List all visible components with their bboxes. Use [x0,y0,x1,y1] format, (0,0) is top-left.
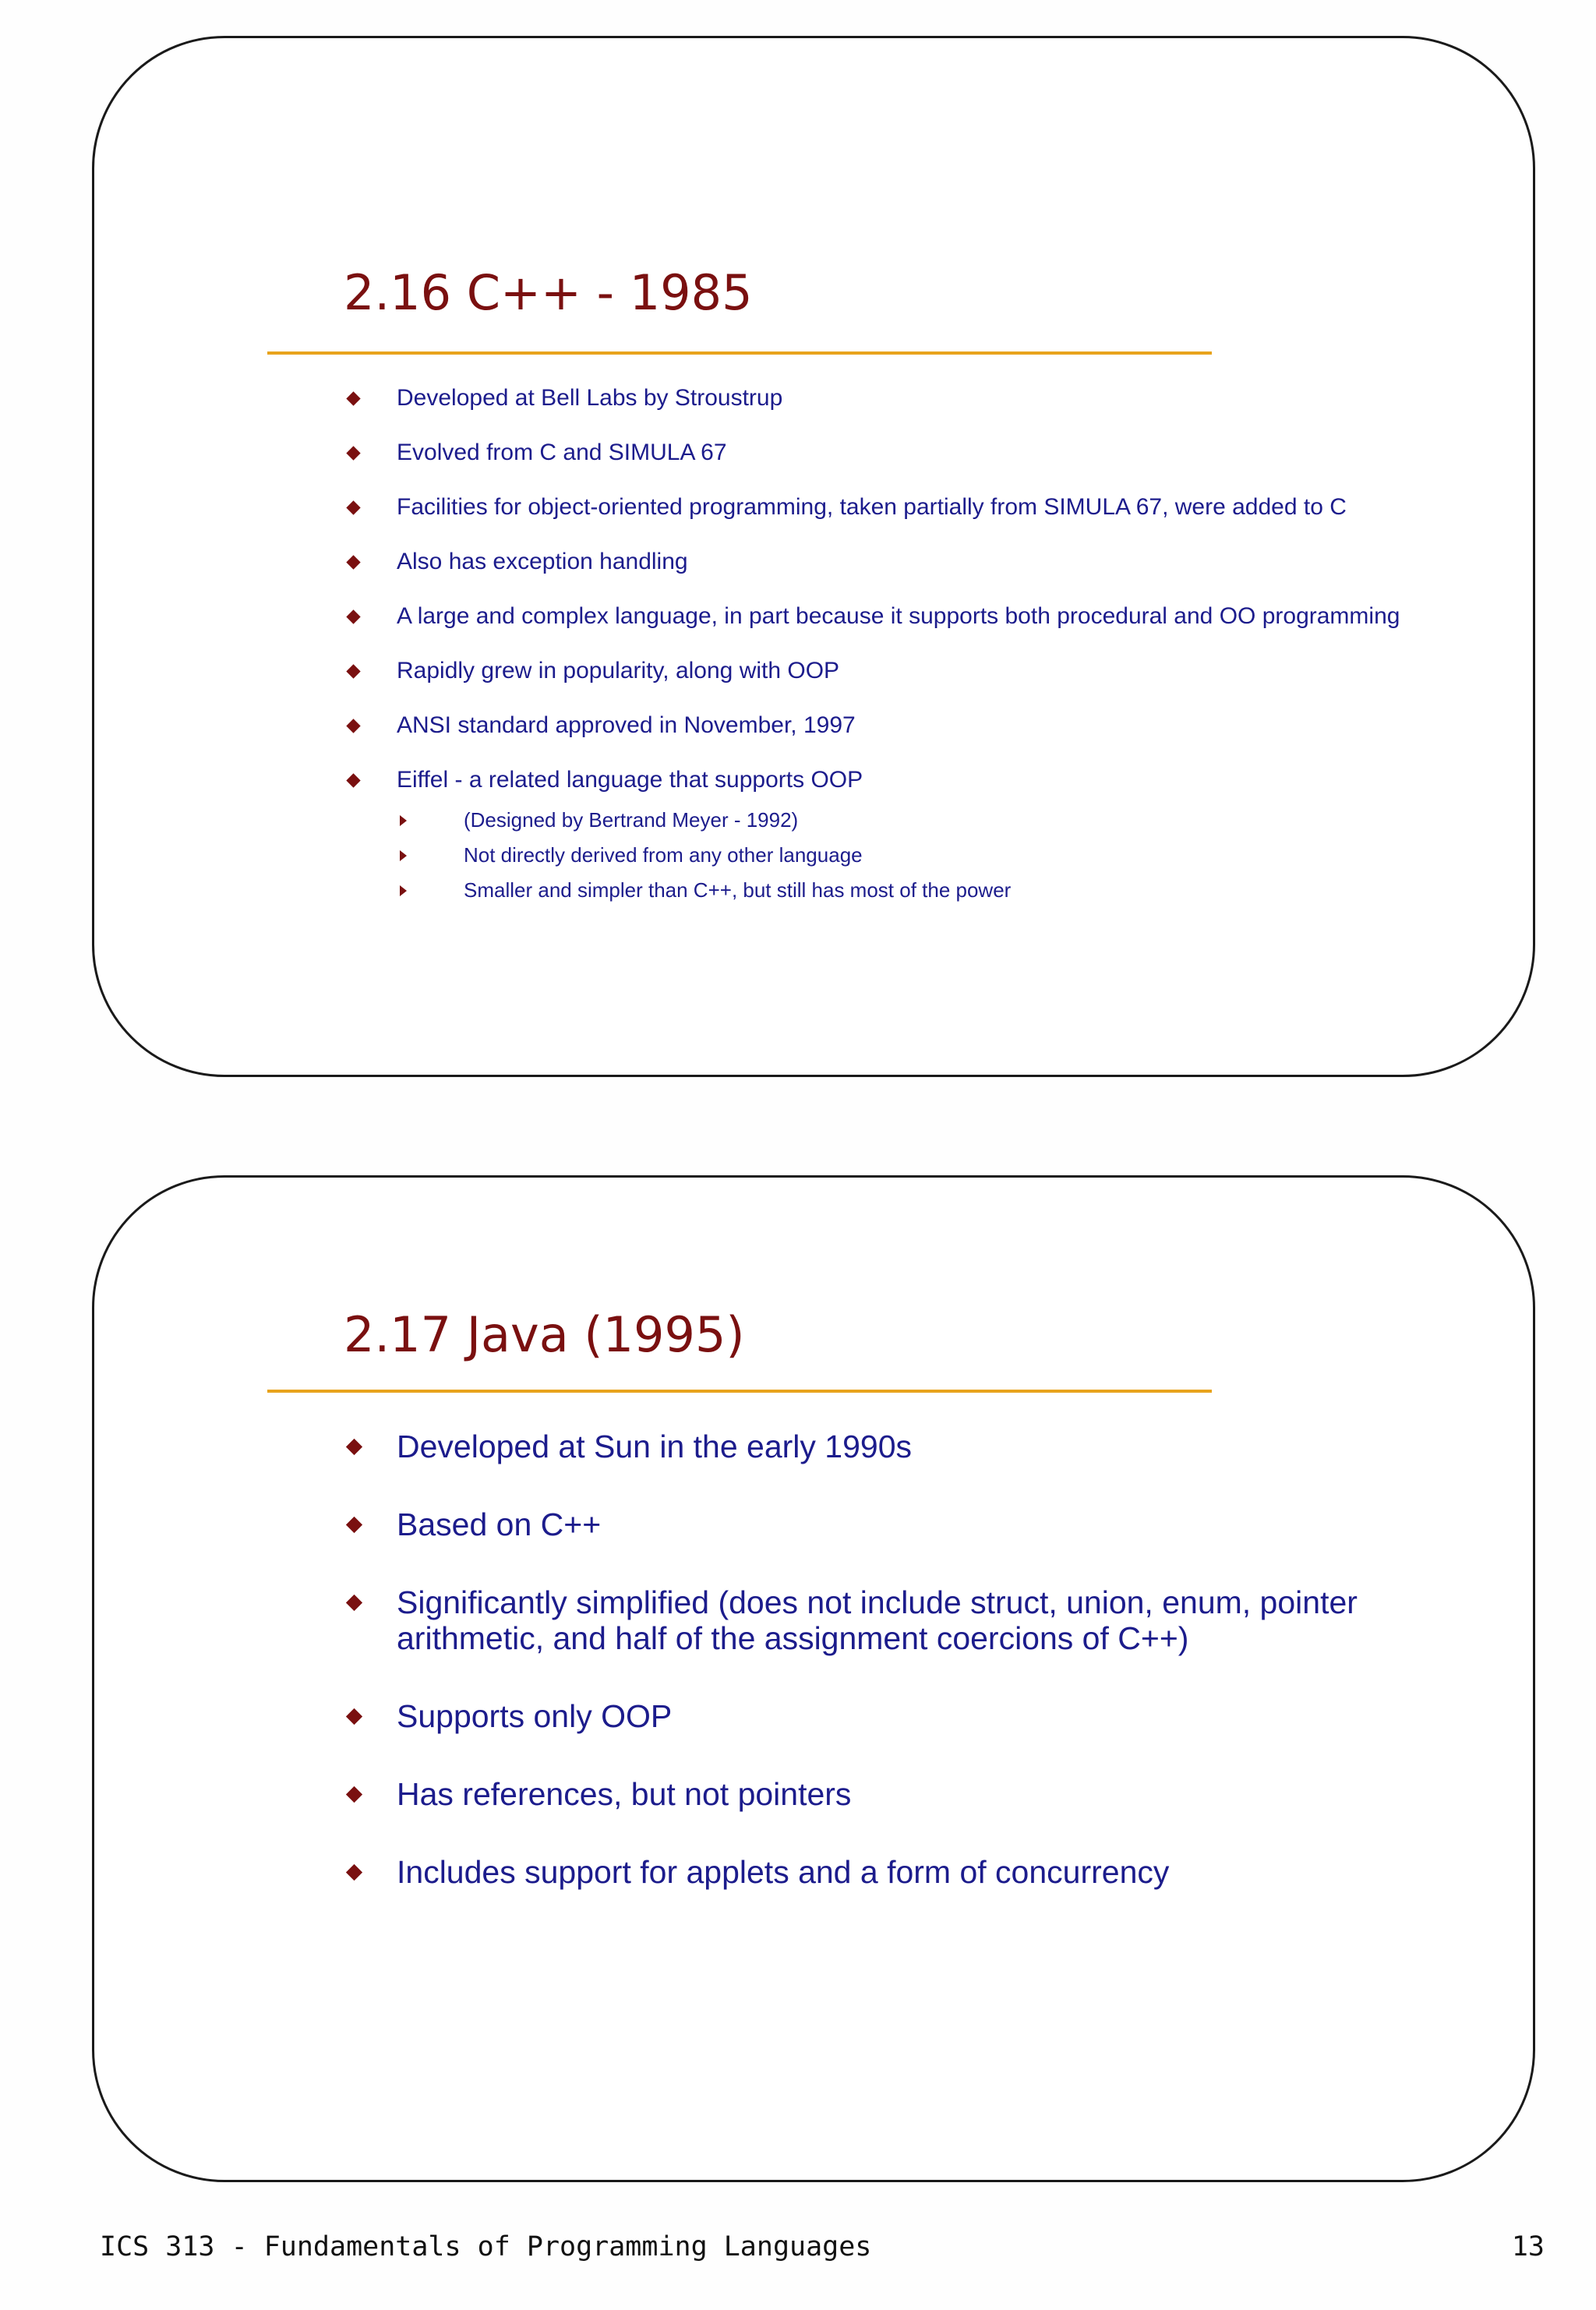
bullet-text: Also has exception handling [397,549,688,574]
bullet-text: Eiffel - a related language that supports OOP [397,767,863,793]
bullet-item [344,712,1419,738]
bullet-item [344,1854,1419,1890]
diamond-bullet-icon [346,555,360,569]
bullet-text: Has references, but not pointers [397,1776,852,1812]
sub-bullet-item [397,879,1419,901]
bullet-list [344,1429,1419,1932]
bullet-text: A large and complex language, in part because it supports both procedural and OO programming [397,603,1400,629]
bullet-item [344,660,1419,681]
bullet-text: Supports only OOP [397,1698,673,1734]
bullet-text: Evolved from C and SIMULA 67 [397,440,727,465]
triangle-bullet-icon [400,885,407,896]
diamond-bullet-icon [346,446,360,460]
diamond-bullet-icon [346,391,360,405]
diamond-bullet-icon [346,1786,362,1803]
bullet-item [344,1429,1419,1464]
diamond-bullet-icon [346,1439,362,1455]
bullet-text: Developed at Sun in the early 1990s [397,1429,913,1464]
page-number: 13 [1511,2231,1545,2262]
sub-bullet-text: Smaller and simpler than C++, but still has most of the power [464,878,1012,902]
diamond-bullet-icon [346,1864,362,1881]
diamond-bullet-icon [346,500,360,514]
diamond-bullet-icon [346,664,360,678]
bullet-text: Based on C++ [397,1506,602,1542]
bullet-text: Facilities for object-oriented programming, taken partially from SIMULA 67, were added to C [397,494,1347,520]
diamond-bullet-icon [346,1708,362,1725]
sub-bullet-list [397,809,1419,901]
bullet-item [344,1506,1419,1542]
bullet-item [344,1776,1419,1812]
bullet-item [344,385,1419,411]
bullet-item [344,1698,1419,1734]
bullet-text: Developed at Bell Labs by Stroustrup [397,385,783,411]
slide-title: 2.17 Java (1995) [344,1306,745,1363]
slide-title: 2.16 C++ - 1985 [344,264,753,321]
sub-bullet-item [397,809,1419,831]
slide-cpp [92,36,1535,1077]
diamond-bullet-icon [346,1595,362,1611]
bullet-item [344,1584,1419,1656]
footer-course-title: ICS 313 - Fundamentals of Programming Languages [100,2231,872,2262]
title-divider [267,351,1212,355]
bullet-item [344,494,1419,520]
diamond-bullet-icon [346,1517,362,1533]
sub-bullet-text: (Designed by Bertrand Meyer - 1992) [464,808,799,832]
triangle-bullet-icon [400,850,407,861]
triangle-bullet-icon [400,815,407,826]
sub-bullet-item [397,844,1419,866]
diamond-bullet-icon [346,773,360,787]
bullet-item [344,442,1419,463]
bullet-item [344,551,1419,572]
bullet-item [344,603,1419,629]
diamond-bullet-icon [346,609,360,623]
bullet-text: ANSI standard approved in November, 1997 [397,712,856,738]
bullet-text: Significantly simplified (does not include struct, union, enum, pointer arithmetic, and half of the assignment coercions of C++) [397,1584,1358,1656]
title-divider [267,1390,1212,1393]
bullet-text: Rapidly grew in popularity, along with OOP [397,658,840,683]
slide-java [92,1175,1535,2182]
bullet-item [344,769,1419,901]
bullet-text: Includes support for applets and a form of concurrency [397,1854,1170,1890]
sub-bullet-text: Not directly derived from any other language [464,843,863,867]
diamond-bullet-icon [346,719,360,733]
bullet-list [344,387,1419,934]
